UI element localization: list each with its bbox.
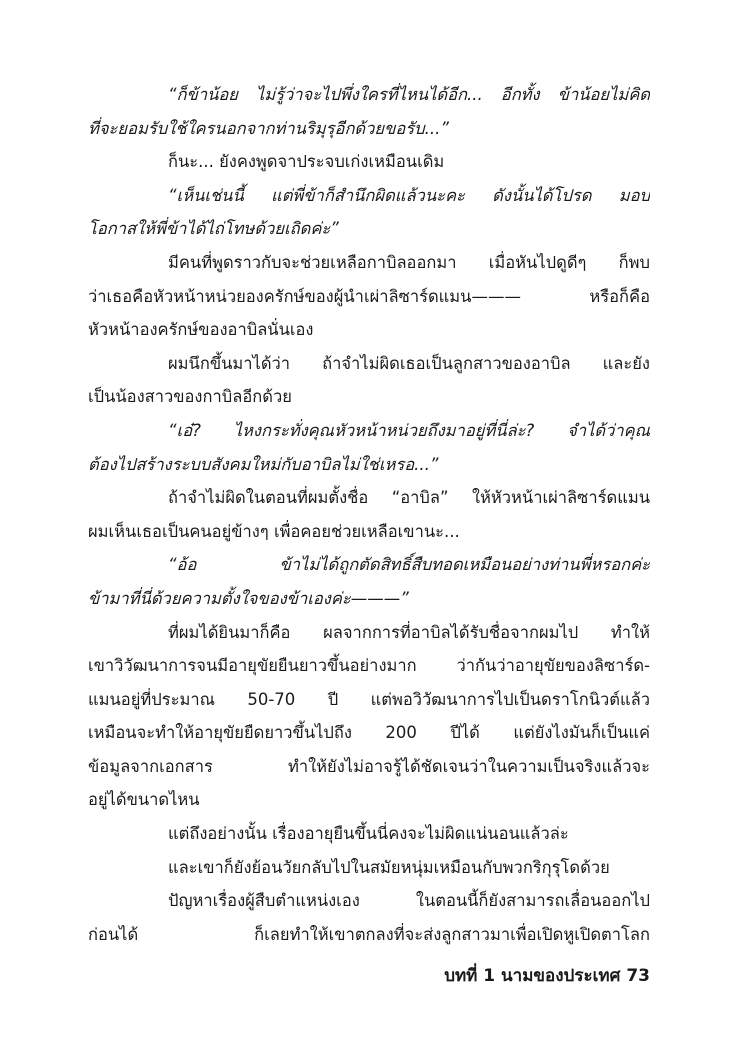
text-line: “อ้อ ข้าไม่ได้ถูกตัดสิทธิ์สืบทอดเหมือนอย่างท่านพี่หรอกค่ะ bbox=[168, 555, 650, 575]
text-line: ถ้าจำไม่ผิดในตอนที่ผมตั้งชื่อ “อาบิล” ให้หัวหน้าเผ่าลิซาร์ดแมน bbox=[168, 488, 650, 508]
text-line: “ก็ข้าน้อย ไม่รู้ว่าจะไปพึ่งใครที่ไหนได้อีก... อีกทั้ง ข้าน้อยไม่คิด bbox=[168, 85, 650, 104]
page-footer: บทที่ 1 นามของประเทศ 73 bbox=[444, 966, 650, 986]
text-line: เป็นน้องสาวของกาบิลอีกด้วย bbox=[88, 387, 292, 407]
text-line: อยู่ได้ขนาดไหน bbox=[88, 790, 200, 810]
text-line: “เอ๋? ไหงกระทั่งคุณหัวหน้าหน่วยถึงมาอยู่ที่นี่ล่ะ? จำได้ว่าคุณ bbox=[168, 420, 650, 440]
text-line: โอกาสให้พี่ข้าได้ไถ่โทษด้วยเถิดค่ะ” bbox=[88, 219, 339, 239]
page-body bbox=[88, 78, 650, 951]
text-line: ที่จะยอมรับใช้ใครนอกจากท่านริมุรุอีกด้วยขอรับ...” bbox=[88, 118, 449, 138]
text-line: แต่ถึงอย่างนั้น เรื่องอายุยืนขึ้นนี่คงจะไม่ผิดแน่นอนแล้วล่ะ bbox=[168, 824, 569, 844]
text-line: เหมือนจะทำให้อายุขัยยืดยาวขึ้นไปถึง 200 ปีได้ แต่ยังไงมันก็เป็นแค่ bbox=[88, 723, 650, 743]
text-line: ข้ามาที่นี่ด้วยความตั้งใจของข้าเองค่ะ———” bbox=[88, 588, 409, 608]
text-line: ว่าเธอคือหัวหน้าหน่วยองครักษ์ของผู้นำเผ่าลิซาร์ดแมน——— หรือก็คือ bbox=[88, 286, 650, 306]
text-line: ปัญหาเรื่องผู้สืบตำแหน่งเอง ในตอนนี้ก็ยังสามารถเลื่อนออกไป bbox=[168, 891, 650, 911]
text-line: แมนอยู่ที่ประมาณ 50-70 ปี แต่พอวิวัฒนาการไปเป็นดราโกนิวต์แล้ว bbox=[88, 689, 650, 709]
text-line: “เห็นเช่นนี้ แต่พี่ข้าก็สำนึกผิดแล้วนะคะ ดังนั้นได้โปรด มอบ bbox=[168, 185, 650, 205]
text-line: ก่อนได้ ก็เลยทำให้เขาตกลงที่จะส่งลูกสาวมาเพื่อเปิดหูเปิดตาโลก bbox=[88, 924, 650, 944]
text-line: ก็นะ... ยังคงพูดจาประจบเก่งเหมือนเดิม bbox=[168, 152, 445, 172]
text-line: ผมนึกขึ้นมาได้ว่า ถ้าจำไม่ผิดเธอเป็นลูกสาวของอาบิล และยัง bbox=[168, 353, 650, 373]
text-line: มีคนที่พูดราวกับจะช่วยเหลือกาบิลออกมา เมื่อหันไปดูดีๆ ก็พบ bbox=[168, 252, 650, 272]
text-line: ที่ผมได้ยินมาก็คือ ผลจากการที่อาบิลได้รับชื่อจากผมไป ทำให้ bbox=[168, 622, 650, 642]
text-line: ผมเห็นเธอเป็นคนอยู่ข้างๆ เพื่อคอยช่วยเหลือเขานะ... bbox=[88, 521, 460, 541]
text-line: และเขาก็ยังย้อนวัยกลับไปในสมัยหนุ่มเหมือนกับพวกริกุรุโดด้วย bbox=[168, 857, 610, 877]
text-line: เขาวิวัฒนาการจนมีอายุขัยยืนยาวขึ้นอย่างมาก ว่ากันว่าอายุขัยของลิซาร์ด- bbox=[88, 656, 650, 676]
text-line: ต้องไปสร้างระบบสังคมใหม่กับอาบิลไม่ใช่เหรอ...” bbox=[88, 454, 439, 474]
text-line: หัวหน้าองครักษ์ของอาบิลนั่นเอง bbox=[88, 320, 314, 340]
text-line: ข้อมูลจากเอกสาร ทำให้ยังไม่อาจรู้ได้ชัดเจนว่าในความเป็นจริงแล้วจะ bbox=[88, 756, 650, 776]
